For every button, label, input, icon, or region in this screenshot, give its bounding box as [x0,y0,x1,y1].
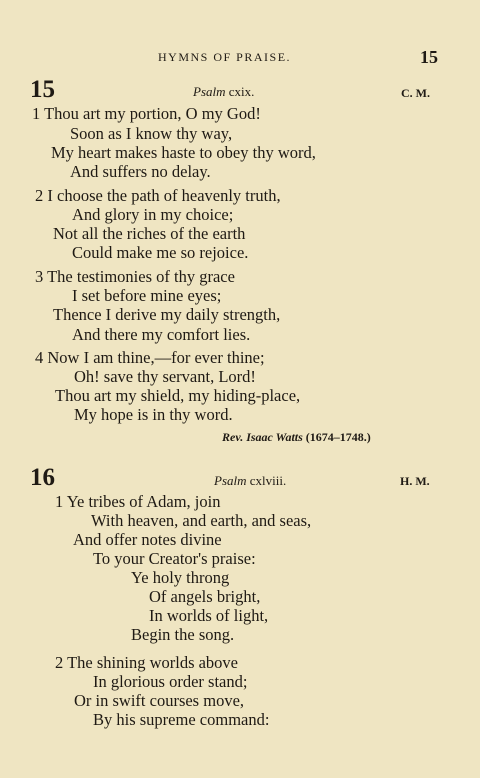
meter: C. M. [401,86,430,100]
verse-line: By his supreme command: [93,710,270,729]
hymn-number: 16 [30,464,55,491]
verse-line: 4 Now I am thine,—for ever thine; [35,348,265,367]
verse-line: With heaven, and earth, and seas, [91,511,312,530]
verse-line: 1 Thou art my portion, O my God! [32,104,261,123]
verse-line: Begin the song. [131,625,235,644]
author-credit [222,430,371,445]
verse-line: Of angels bright, [149,587,261,606]
verse-line: 1 Ye tribes of Adam, join [55,492,221,511]
psalm-number: cxlviii. [249,473,287,488]
verse-line: Ye holy throng [131,568,230,587]
verse-line: And suffers no delay. [70,162,211,181]
psalm-prefix: Psalm [214,473,247,488]
hymn-number: 15 [30,76,55,103]
psalm-reference [214,473,286,489]
verse-line: 2 I choose the path of heavenly truth, [35,186,281,205]
running-head [0,47,480,68]
running-title: HYMNS OF PRAISE. [158,50,292,64]
page-number: 15 [420,47,438,67]
verse-line: My heart makes haste to obey thy word, [51,143,316,162]
psalm-number: cxix. [228,84,255,99]
verse-line: To your Creator's praise: [93,549,256,568]
meter: H. M. [400,474,430,488]
verse-line: And there my comfort lies. [72,325,251,344]
verse-line: Not all the riches of the earth [53,224,246,243]
verse-line: Soon as I know thy way, [70,124,233,143]
verse-line: 3 The testimonies of thy grace [35,267,235,286]
verse-line: And offer notes divine [73,530,222,549]
verse-line: 2 The shining worlds above [55,653,239,672]
verse-line: Thence I derive my daily strength, [53,305,281,324]
verse-line: Could make me so rejoice. [72,243,249,262]
verse-line: In glorious order stand; [93,672,248,691]
author-name: Rev. Isaac Watts [222,430,303,444]
verse-line: I set before mine eyes; [72,286,222,305]
verse-line: Thou art my shield, my hiding-place, [55,386,301,405]
verse-line: Or in swift courses move, [74,691,245,710]
verse-line: Oh! save thy servant, Lord! [74,367,256,386]
author-dates: (1674–1748.) [305,430,371,444]
verse-line: My hope is in thy word. [74,405,233,424]
psalm-prefix: Psalm [193,84,226,99]
verse-line: In worlds of light, [149,606,269,625]
psalm-reference [193,84,254,100]
verse-line: And glory in my choice; [72,205,234,224]
